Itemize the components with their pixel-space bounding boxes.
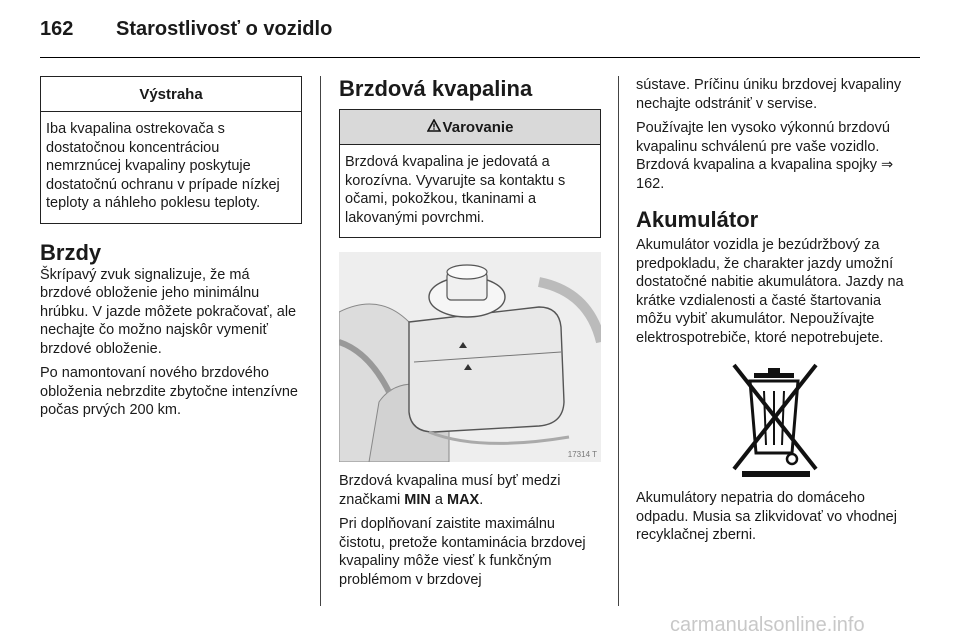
watermark: carmanualsonline.info (670, 614, 865, 636)
caution-box-text: Brzdová kvapalina je jedovatá a korozívna. Vyvarujte sa kontaktu s očami, pokožkou, tkaninami a lakovanými povrchmi. (345, 154, 566, 226)
brakes-heading: Brzdy (40, 239, 102, 265)
caution-box-title: Varovanie (442, 119, 514, 136)
warning-triangle-icon (427, 119, 441, 135)
crossed-out-wheelie-bin-icon (728, 361, 824, 479)
battery-paragraph: Akumulátor vozidla je bezúdržbový za predpokladu, že charakter jazdy umožní dostatočné nabitie akumulátora. Jazdy na krátke vzdialenosti a časté štartovania môžu vybiť akumulátor. Nepoužívajte elektrospotrebiče, ktoré nepotrebujete. (636, 237, 904, 346)
caution-box (339, 109, 601, 238)
brake-fluid-reservoir-illustration (339, 252, 601, 462)
text-run: Brzdová kvapalina musí byť medzi značkami (339, 473, 561, 508)
header-rule (40, 57, 920, 58)
page-reference-link[interactable]: 162. (636, 175, 665, 192)
page-number: 162 (40, 18, 74, 40)
refill-paragraph: Pri doplňovaní zaistite maximálnu čistotu, pretože kontaminácia brzdovej kvapaliny môže viesť k funkčným problémom v brzdovej (339, 516, 586, 588)
column-divider (320, 76, 321, 606)
warning-box-title: Výstraha (41, 77, 301, 112)
battery-disposal-paragraph: Akumulátory nepatria do domáceho odpadu. Musia sa zlikvidovať vo vhodnej recyklačnej zberni. (636, 490, 897, 543)
brakes-paragraph: Po namontovaní nového brzdového obloženia nebrzdite zbytočne intenzívne počas prvých 200 km. (40, 365, 298, 418)
leak-paragraph: sústave. Príčinu úniku brzdovej kvapaliny nechajte odstrániť v servise. (636, 77, 902, 112)
min-mark-label: MIN (404, 491, 431, 508)
caution-box-header (340, 110, 600, 145)
text-run: a (430, 491, 447, 508)
max-mark-label: MAX (447, 491, 480, 508)
column-2 (339, 76, 601, 589)
image-code: 17314 T (567, 450, 597, 459)
brake-fluid-level-paragraph (339, 472, 601, 509)
page-reference-arrow-icon[interactable]: ⇒ (881, 157, 894, 173)
text-run: . (479, 491, 484, 508)
fluid-spec-paragraph (636, 119, 916, 193)
column-3 (636, 76, 916, 545)
brakes-paragraph: Škrípavý zvuk signalizuje, že má brzdové obloženie jeho minimálnu hrúbku. V jazde môžete pokračovať, ale nechajte čo možno najskôr vymeniť brzdové obloženie. (40, 266, 297, 357)
brake-fluid-heading: Brzdová kvapalina (339, 76, 533, 101)
text-run: Používajte len vysoko výkonnú brzdovú kvapalinu schválenú pre vaše vozidlo. Brzdová kvapalina a kvapalina spojky (636, 120, 890, 173)
column-divider (618, 76, 619, 606)
page-header (40, 18, 920, 50)
page-title: Starostlivosť o vozidlo (116, 18, 333, 40)
column-1 (40, 76, 302, 420)
warning-box (40, 76, 302, 224)
battery-heading: Akumulátor (636, 207, 759, 232)
warning-box-text: Iba kvapalina ostrekovača s dostatočnou koncentráciou nemrznúcej kvapaliny poskytuje dostatočnú ochranu v prípade nízkej teploty a náhleho poklesu teploty. (46, 121, 280, 211)
